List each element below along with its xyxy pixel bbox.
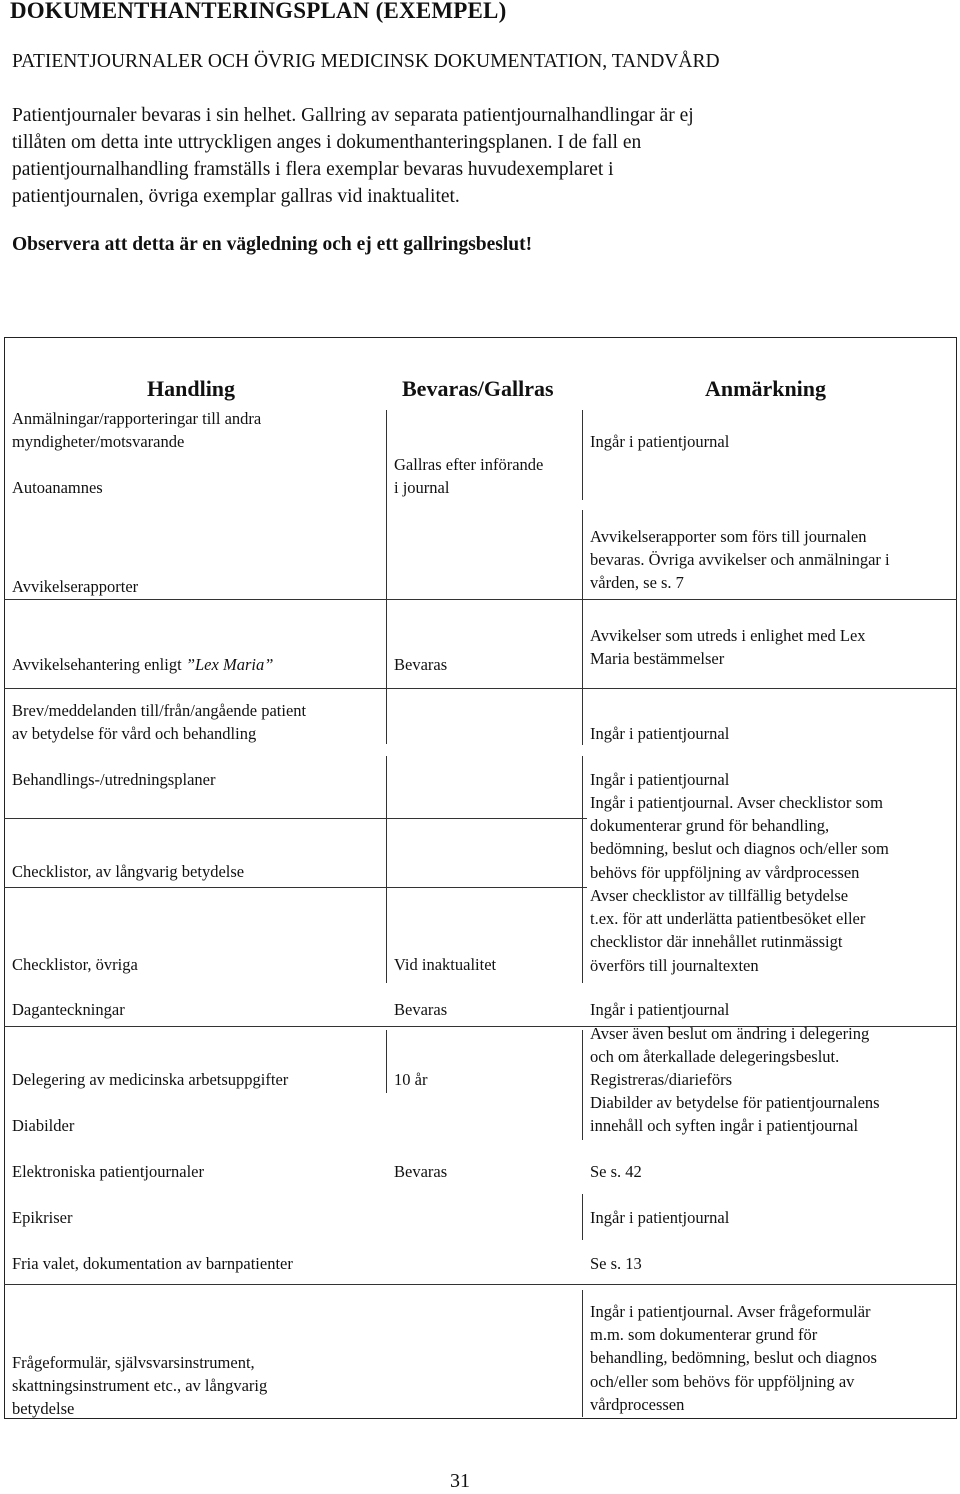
cell-line: och om återkallade delegeringsbeslut. bbox=[590, 1047, 840, 1067]
cell-line: och/eller som behövs för uppföljning av bbox=[590, 1371, 855, 1391]
cell-line: Ingår i patientjournal. Avser frågeformulär bbox=[590, 1302, 871, 1321]
cell-line: Avser även beslut om ändring i delegering bbox=[590, 1024, 870, 1043]
cell-line: betydelse bbox=[12, 1399, 75, 1419]
header-handling: Handling bbox=[147, 376, 236, 401]
cell-line: Diabilder av betydelse för patientjournalens bbox=[590, 1093, 880, 1112]
cell-line: innehåll och syften ingår i patientjournal bbox=[590, 1116, 859, 1136]
intro-line: tillåten om detta inte uttryckligen anges i dokumenthanteringsplanen. I de fall en bbox=[12, 132, 642, 153]
cell-line: Elektroniska patientjournaler bbox=[12, 1162, 204, 1181]
table-cell-anmarkning bbox=[590, 1252, 642, 1275]
cell-line: Gallras efter införande bbox=[394, 455, 544, 474]
cell-line: vården, se s. 7 bbox=[590, 573, 684, 593]
cell-line: Avvikelser som utreds i enlighet med Lex bbox=[590, 626, 866, 645]
table-cell-anmarkning bbox=[590, 884, 865, 977]
cell-line: behövs för uppföljning av vårdprocessen bbox=[590, 862, 860, 882]
row-divider bbox=[4, 599, 957, 600]
table-cell-handling bbox=[12, 1068, 288, 1091]
table-cell-handling bbox=[12, 1206, 72, 1229]
cell-line: Avvikelserapporter som förs till journalen bbox=[590, 527, 867, 546]
cell-line: Autoanamnes bbox=[12, 478, 103, 497]
header-anmarkning: Anmärkning bbox=[705, 376, 827, 401]
column-divider bbox=[582, 1194, 583, 1240]
document-title: DOKUMENTHANTERINGSPLAN (EXEMPEL) bbox=[10, 0, 507, 23]
cell-line: Checklistor, övriga bbox=[12, 955, 138, 974]
table-cell-handling bbox=[12, 476, 103, 499]
cell-line: 10 år bbox=[394, 1070, 428, 1089]
cell-line: Brev/meddelanden till/från/angående patient bbox=[12, 701, 307, 720]
cell-line: Bevaras bbox=[394, 655, 448, 674]
cell-line: Se s. 42 bbox=[590, 1162, 642, 1181]
cell-line: Ingår i patientjournal. Avser checklistor som bbox=[590, 793, 883, 812]
cell-text: Avvikelsehantering enligt bbox=[12, 655, 186, 674]
cell-line: Diabilder bbox=[12, 1116, 75, 1135]
cell-line: Anmälningar/rapporteringar till andra bbox=[12, 409, 262, 428]
cell-line: Behandlings-/utredningsplaner bbox=[12, 770, 216, 789]
table-cell-anmarkning bbox=[590, 791, 889, 884]
cell-line: bevaras. Övriga avvikelser och anmälningar i bbox=[590, 550, 890, 570]
table-cell-anmarkning bbox=[590, 1206, 729, 1229]
cell-text-italic: ”Lex Maria” bbox=[185, 655, 274, 674]
cell-line: Maria bestämmelser bbox=[590, 649, 725, 669]
table-cell-handling bbox=[12, 998, 125, 1021]
notice-text: Observera att detta är en vägledning och ej ett gallringsbeslut! bbox=[12, 234, 533, 255]
cell-line: överförs till journaltexten bbox=[590, 955, 759, 975]
cell-line: Ingår i patientjournal bbox=[590, 1208, 730, 1227]
cell-line: skattningsinstrument etc., av långvarig bbox=[12, 1376, 268, 1396]
table-cell-handling bbox=[12, 1160, 204, 1183]
column-divider bbox=[582, 410, 583, 500]
table-cell-anmarkning bbox=[590, 998, 729, 1021]
table-cell-anmarkning bbox=[590, 525, 890, 595]
cell-line: m.m. som dokumenterar grund för bbox=[590, 1325, 818, 1345]
row-divider bbox=[4, 818, 587, 819]
table-cell-handling bbox=[12, 699, 306, 745]
cell-line: Ingår i patientjournal bbox=[590, 724, 730, 743]
table-cell-anmarkning bbox=[590, 1300, 877, 1416]
cell-line: Avvikelserapporter bbox=[12, 577, 139, 596]
column-divider bbox=[582, 756, 583, 983]
table-cell-anmarkning bbox=[590, 1022, 869, 1092]
table-cell-handling bbox=[12, 1114, 74, 1137]
table-cell-handling bbox=[12, 407, 261, 453]
table-cell-handling bbox=[12, 768, 215, 791]
table-cell-anmarkning bbox=[590, 722, 729, 745]
table-cell-bevaras bbox=[394, 653, 447, 676]
column-divider bbox=[386, 756, 387, 983]
table-cell-handling bbox=[12, 1252, 293, 1275]
intro-line: Patientjournaler bevaras i sin helhet. Gallring av separata patientjournalhandlingar är ej bbox=[12, 105, 694, 126]
cell-line: Ingår i patientjournal bbox=[590, 1000, 730, 1019]
table-cell-bevaras bbox=[394, 1068, 427, 1091]
column-divider bbox=[582, 510, 583, 745]
cell-line: Vid inaktualitet bbox=[394, 955, 497, 974]
cell-line: i journal bbox=[394, 478, 450, 498]
table-cell-bevaras bbox=[394, 1160, 447, 1183]
row-divider bbox=[4, 1284, 957, 1285]
table-cell-handling bbox=[12, 953, 138, 976]
cell-line: Epikriser bbox=[12, 1208, 73, 1227]
cell-line: Avser checklistor av tillfällig betydelse bbox=[590, 886, 849, 905]
cell-line: av betydelse för vård och behandling bbox=[12, 724, 257, 744]
cell-line: vårdprocessen bbox=[590, 1394, 685, 1414]
table-cell-anmarkning bbox=[590, 1160, 642, 1183]
cell-line: t.ex. för att underlätta patientbesöket eller bbox=[590, 909, 866, 929]
column-divider bbox=[582, 1290, 583, 1417]
cell-line: Fria valet, dokumentation av barnpatienter bbox=[12, 1254, 293, 1273]
cell-line: behandling, bedömning, beslut och diagnos bbox=[590, 1348, 877, 1368]
column-divider bbox=[386, 1030, 387, 1093]
cell-line: Ingår i patientjournal bbox=[590, 432, 730, 451]
intro-line: patientjournalhandling framställs i flera exemplar bevaras huvudexemplaret i bbox=[12, 159, 614, 180]
document-subtitle: PATIENTJOURNALER OCH ÖVRIG MEDICINSK DOKUMENTATION, TANDVÅRD bbox=[12, 51, 720, 72]
cell-line: Delegering av medicinska arbetsuppgifter bbox=[12, 1070, 289, 1089]
cell-line: Daganteckningar bbox=[12, 1000, 125, 1019]
cell-line: checklistor där innehållet rutinmässigt bbox=[590, 932, 843, 952]
cell-line: Se s. 13 bbox=[590, 1254, 642, 1273]
table-cell-handling bbox=[12, 575, 138, 598]
page-number: 31 bbox=[450, 1470, 470, 1492]
cell-line: dokumenterar grund för behandling, bbox=[590, 816, 830, 836]
row-divider bbox=[4, 688, 957, 689]
cell-line: bedömning, beslut och diagnos och/eller som bbox=[590, 839, 889, 859]
intro-paragraph bbox=[12, 102, 942, 210]
intro-line: patientjournalen, övriga exemplar gallras vid inaktualitet. bbox=[12, 186, 460, 207]
cell-line: Bevaras bbox=[394, 1000, 448, 1019]
table-cell-bevaras bbox=[394, 998, 447, 1021]
table-cell-handling bbox=[12, 860, 244, 883]
cell-line: Ingår i patientjournal bbox=[590, 770, 730, 789]
cell-line: Frågeformulär, självsvarsinstrument, bbox=[12, 1353, 255, 1372]
table-cell-anmarkning bbox=[590, 1091, 880, 1137]
table-cell-bevaras bbox=[394, 453, 543, 499]
cell-line: Registreras/diarieförs bbox=[590, 1070, 733, 1090]
cell-line: myndigheter/motsvarande bbox=[12, 432, 185, 452]
cell-line: Bevaras bbox=[394, 1162, 448, 1181]
table-cell-anmarkning bbox=[590, 768, 729, 791]
row-divider bbox=[4, 887, 587, 888]
cell-line: Checklistor, av långvarig betydelse bbox=[12, 862, 245, 881]
table-cell-handling bbox=[12, 1351, 267, 1421]
table-cell-handling bbox=[12, 653, 273, 676]
column-divider bbox=[386, 410, 387, 744]
table-cell-anmarkning bbox=[590, 624, 866, 670]
column-divider bbox=[582, 1030, 583, 1140]
table-cell-bevaras bbox=[394, 953, 496, 976]
header-bevaras-gallras: Bevaras/Gallras bbox=[402, 376, 554, 401]
table-cell-anmarkning bbox=[590, 430, 729, 453]
